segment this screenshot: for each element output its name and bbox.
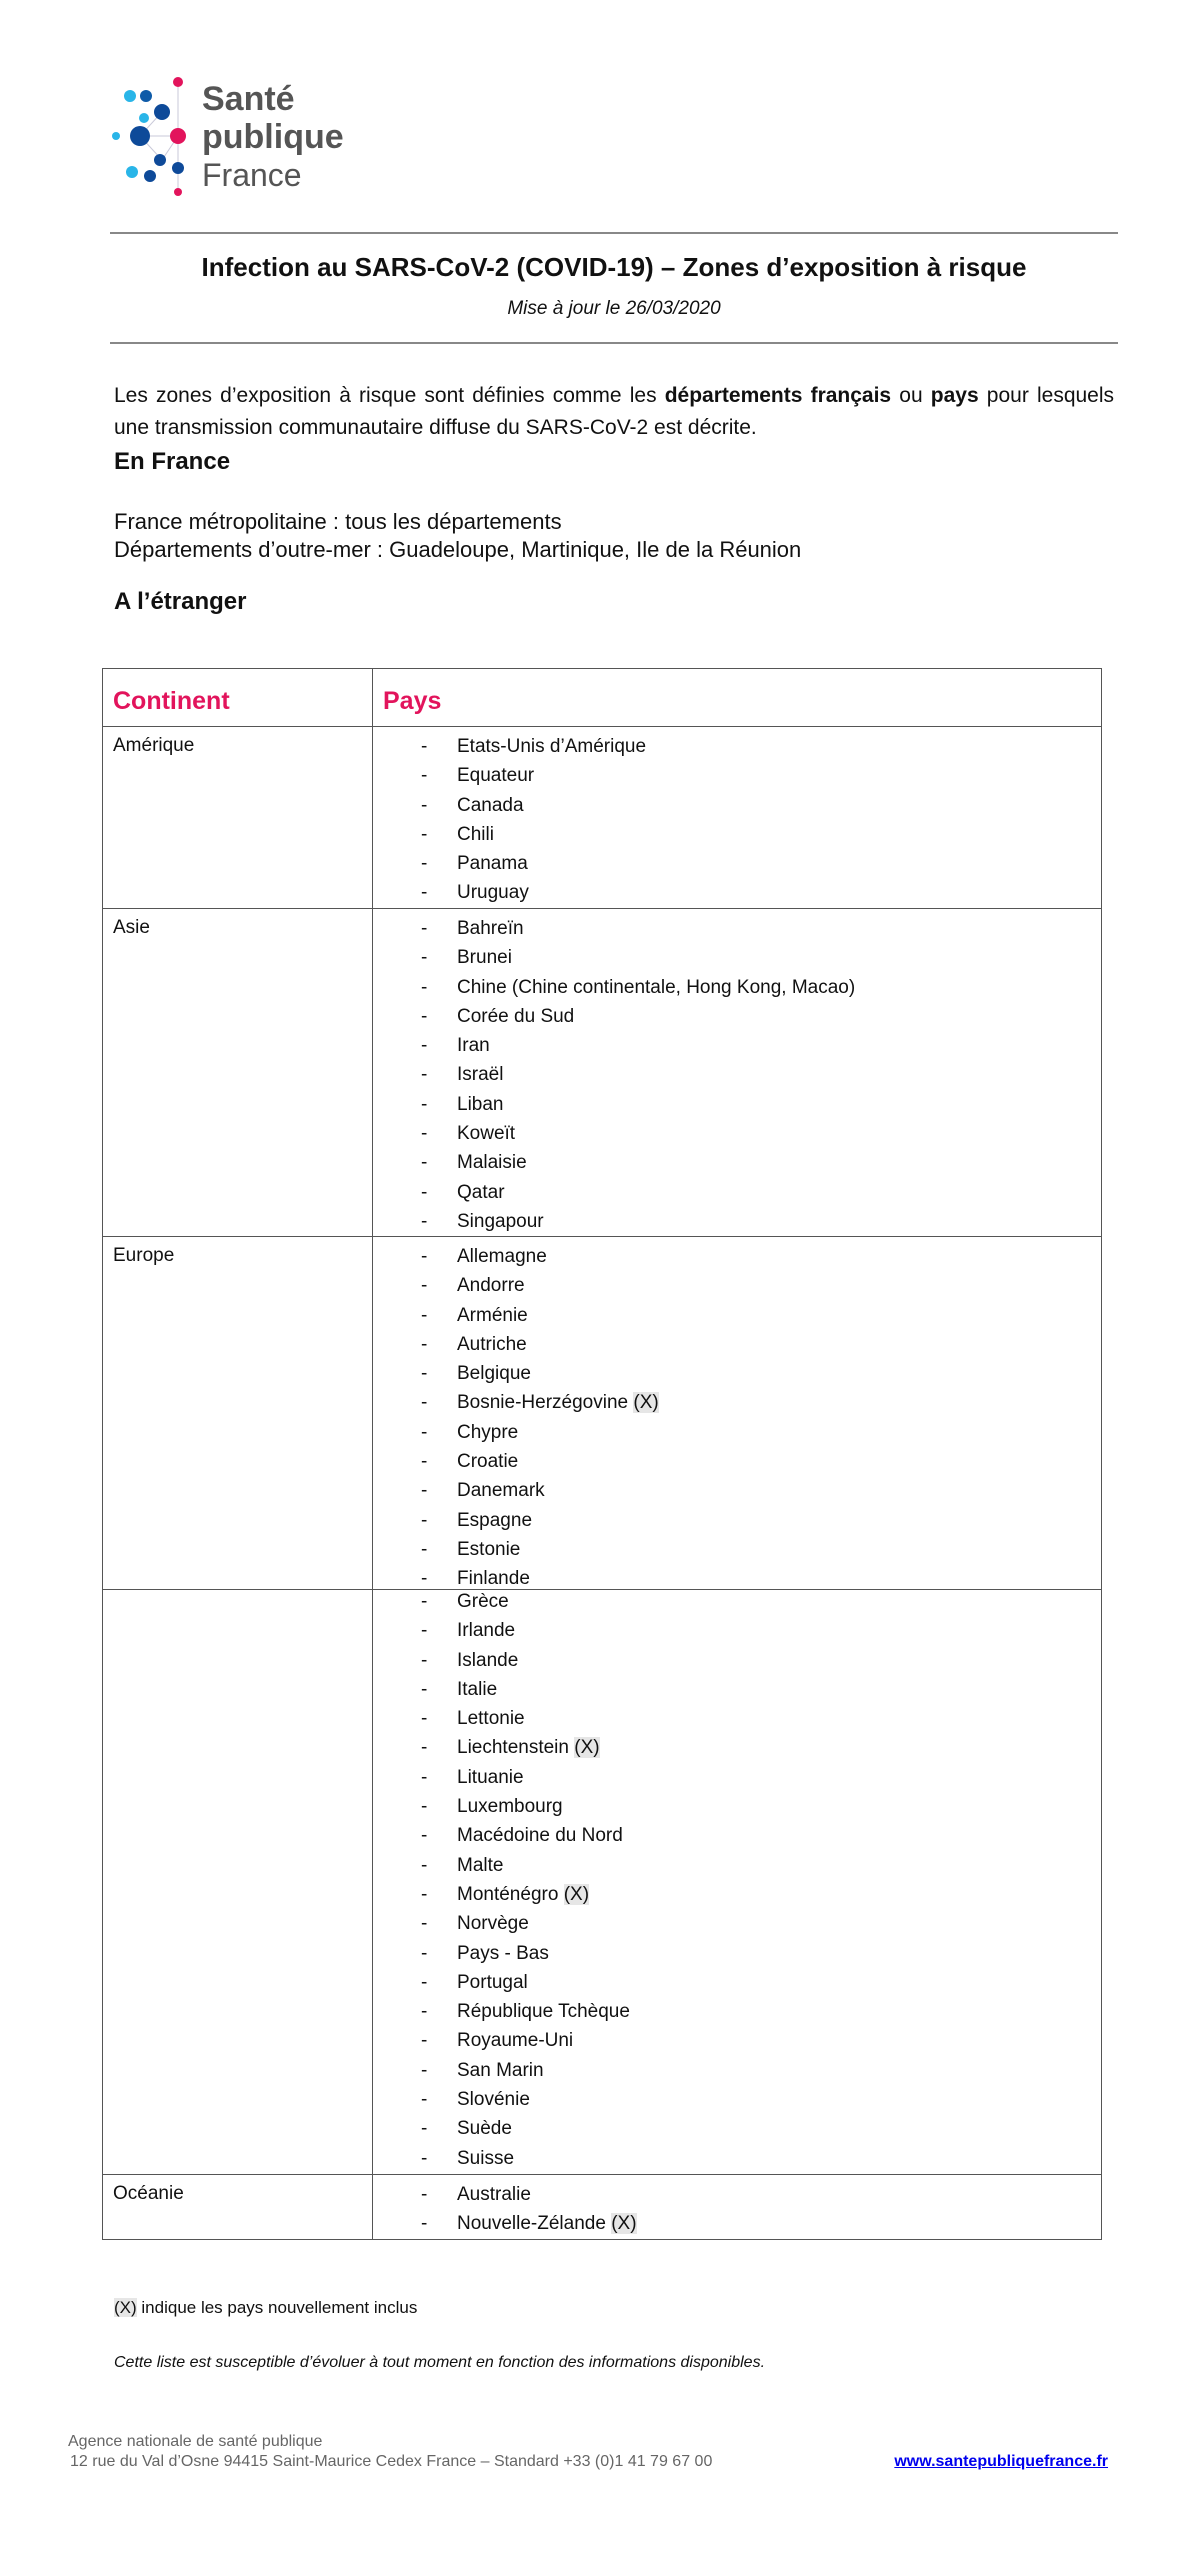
list-item <box>373 2144 1101 2173</box>
bullet-dash: - <box>421 2118 428 2140</box>
bullet-dash: - <box>421 1333 428 1355</box>
country-label: Croatie <box>457 1451 519 1473</box>
list-item <box>373 1792 1101 1821</box>
bullet-dash: - <box>421 1451 428 1473</box>
list-item <box>373 1851 1101 1880</box>
list-item <box>373 791 1101 820</box>
country-label: Chili <box>457 823 494 845</box>
list-item <box>373 1090 1101 1119</box>
logo-wordmark <box>202 80 344 194</box>
country-name <box>457 1271 525 1300</box>
list-item <box>373 1763 1101 1792</box>
country-label: Malaisie <box>457 1152 527 1174</box>
list-item <box>373 1909 1101 1938</box>
country-label: Grèce <box>457 1591 509 1612</box>
list-item <box>373 1476 1101 1505</box>
footer-website-link[interactable]: www.santepubliquefrance.fr <box>894 2453 1108 2470</box>
country-label: Israël <box>457 1064 504 1086</box>
bullet-dash: - <box>421 1093 428 1115</box>
new-country-marker: (X) <box>563 1883 590 1905</box>
bullet-dash: - <box>421 1246 428 1267</box>
list-item <box>373 1207 1101 1236</box>
country-label: Estonie <box>457 1538 521 1560</box>
country-label: Arménie <box>457 1304 528 1326</box>
country-name <box>457 2026 573 2055</box>
country-label: Nouvelle-Zélande <box>457 2213 606 2235</box>
country-label: Liechtenstein <box>457 1737 569 1759</box>
country-label: Belgique <box>457 1363 531 1385</box>
continent-cell: Asie <box>113 917 150 938</box>
continent-cell: Océanie <box>113 2183 184 2204</box>
table-header-row <box>102 668 1102 727</box>
bullet-dash: - <box>421 2213 428 2235</box>
list-item <box>373 1060 1101 1089</box>
country-name <box>457 1119 515 1148</box>
country-name <box>457 1506 532 1535</box>
bullet-dash: - <box>421 765 428 787</box>
page-title: Infection au SARS-CoV-2 (COVID-19) – Zones d’exposition à risque <box>201 252 1027 282</box>
bullet-dash: - <box>421 1392 428 1414</box>
bullet-dash: - <box>421 2059 428 2081</box>
list-item <box>373 1997 1101 2026</box>
country-name <box>457 1301 528 1330</box>
bullet-dash: - <box>421 1649 428 1671</box>
france-metropolitaine: France métropolitaine : tous les départements <box>114 509 562 534</box>
country-name <box>457 914 524 943</box>
list-item <box>373 943 1101 972</box>
bullet-dash: - <box>421 794 428 816</box>
country-label: Autriche <box>457 1333 527 1355</box>
country-name <box>457 1675 497 1704</box>
logo-line-2: publique <box>202 118 344 156</box>
country-name <box>457 1587 509 1616</box>
country-name <box>457 1997 630 2026</box>
list-item <box>373 1148 1101 1177</box>
table-row <box>102 1236 1102 1590</box>
country-label: Qatar <box>457 1181 505 1203</box>
bullet-dash: - <box>421 1568 428 1590</box>
country-label: Uruguay <box>457 882 529 904</box>
country-label: Macédoine du Nord <box>457 1825 623 1847</box>
bullet-dash: - <box>421 1913 428 1935</box>
country-label: Malte <box>457 1854 504 1876</box>
country-name <box>457 1476 545 1505</box>
list-item <box>373 2026 1101 2055</box>
country-label: San Marin <box>457 2059 544 2081</box>
logo-line-3: France <box>202 157 302 193</box>
bullet-dash: - <box>421 1152 428 1174</box>
bullet-dash: - <box>421 1538 428 1560</box>
list-item <box>373 2114 1101 2143</box>
country-name <box>457 1646 518 1675</box>
country-label: Singapour <box>457 1210 544 1232</box>
country-name <box>457 1792 563 1821</box>
list-item <box>373 1704 1101 1733</box>
list-item <box>373 849 1101 878</box>
bullet-dash: - <box>421 1854 428 1876</box>
country-name <box>457 2180 531 2209</box>
intro-paragraph <box>114 380 1114 444</box>
intro-part-1: Les zones d’exposition à risque sont définies comme les <box>114 384 665 407</box>
list-item <box>373 1330 1101 1359</box>
list-item <box>373 1178 1101 1207</box>
bullet-dash: - <box>421 2030 428 2052</box>
logo-dots-icon <box>110 68 200 208</box>
list-item <box>373 1447 1101 1476</box>
table-row <box>102 908 1102 1237</box>
country-name <box>457 1359 531 1388</box>
country-name <box>457 1616 515 1645</box>
country-name <box>457 1968 528 1997</box>
disclaimer-note: Cette liste est susceptible d’évoluer à tout moment en fonction des informations disponibles. <box>114 2354 766 2371</box>
country-label: Luxembourg <box>457 1796 563 1818</box>
bullet-dash: - <box>421 1737 428 1759</box>
country-label: Iran <box>457 1035 490 1057</box>
title-divider <box>110 342 1118 344</box>
country-name <box>457 1090 504 1119</box>
list-item <box>373 1119 1101 1148</box>
top-divider <box>110 232 1118 234</box>
list-item <box>373 1616 1101 1645</box>
list-item <box>373 2085 1101 2114</box>
country-label: Norvège <box>457 1913 529 1935</box>
country-label: Islande <box>457 1649 519 1671</box>
country-name <box>457 1733 600 1762</box>
bullet-dash: - <box>421 2089 428 2111</box>
bullet-dash: - <box>421 1766 428 1788</box>
country-name <box>457 1418 518 1447</box>
country-label: Australie <box>457 2184 531 2205</box>
country-name <box>457 1447 518 1476</box>
list-item <box>373 1535 1101 1564</box>
country-label: Equateur <box>457 765 535 787</box>
country-name <box>457 1388 659 1417</box>
bullet-dash: - <box>421 1678 428 1700</box>
bullet-dash: - <box>421 1620 428 1642</box>
country-label: Portugal <box>457 1971 528 1993</box>
list-item <box>373 732 1101 761</box>
list-item <box>373 1587 1101 1616</box>
country-label: Panama <box>457 853 528 875</box>
country-name <box>457 1851 503 1880</box>
continent-cell: Amérique <box>113 735 195 756</box>
list-item <box>373 2056 1101 2085</box>
bullet-dash: - <box>421 1971 428 1993</box>
country-label: Royaume-Uni <box>457 2030 574 2052</box>
country-name <box>457 2056 544 2085</box>
list-item <box>373 1418 1101 1447</box>
country-list <box>373 2180 1101 2239</box>
bullet-dash: - <box>421 853 428 875</box>
column-header-pays: Pays <box>383 687 442 715</box>
bullet-dash: - <box>421 882 428 904</box>
table-row <box>102 1589 1102 2175</box>
country-label: Corée du Sud <box>457 1005 575 1027</box>
intro-bold-2: pays <box>930 384 979 407</box>
country-label: Irlande <box>457 1620 516 1642</box>
country-label: Italie <box>457 1678 498 1700</box>
bullet-dash: - <box>421 1123 428 1145</box>
country-label: Chypre <box>457 1421 519 1443</box>
country-name <box>457 878 529 907</box>
bullet-dash: - <box>421 1591 428 1612</box>
table-row <box>102 2174 1102 2240</box>
intro-part-2: ou <box>891 384 931 407</box>
bullet-dash: - <box>421 1005 428 1027</box>
country-name <box>457 2209 637 2238</box>
country-label: Canada <box>457 794 524 816</box>
list-item <box>373 1301 1101 1330</box>
country-label: Monténégro <box>457 1883 559 1905</box>
bullet-dash: - <box>421 1064 428 1086</box>
intro-part-3: pour lesquels une transmission communautaire diffuse du SARS-CoV-2 est décrite. <box>114 384 1115 439</box>
bullet-dash: - <box>421 2001 428 2023</box>
bullet-dash: - <box>421 823 428 845</box>
heading-a-l-etranger: A l’étranger <box>114 588 247 615</box>
country-label: Finlande <box>457 1568 530 1590</box>
bullet-dash: - <box>421 1275 428 1297</box>
sante-publique-france-logo <box>110 68 360 208</box>
country-name <box>457 2144 514 2173</box>
country-label: Lituanie <box>457 1766 524 1788</box>
new-country-marker: (X) <box>574 1737 600 1759</box>
column-header-continent: Continent <box>113 687 230 715</box>
country-name <box>457 2114 512 2143</box>
list-item <box>373 878 1101 907</box>
bullet-dash: - <box>421 1363 428 1385</box>
country-list <box>373 732 1101 908</box>
bullet-dash: - <box>421 1509 428 1531</box>
continent-cell: Europe <box>113 1245 175 1266</box>
country-label: Espagne <box>457 1509 533 1531</box>
country-name <box>457 2085 530 2114</box>
bullet-dash: - <box>421 736 428 757</box>
list-item <box>373 1968 1101 1997</box>
new-country-marker: (X) <box>633 1392 659 1414</box>
bullet-dash: - <box>421 1708 428 1730</box>
list-item <box>373 1002 1101 1031</box>
country-label: Danemark <box>457 1480 545 1502</box>
country-name <box>457 820 494 849</box>
country-name <box>457 1909 529 1938</box>
country-label: République Tchèque <box>457 2001 630 2023</box>
bullet-dash: - <box>421 1181 428 1203</box>
country-label: Bosnie-Herzégovine <box>457 1392 629 1414</box>
country-label: Koweït <box>457 1123 516 1145</box>
list-item <box>373 1939 1101 1968</box>
country-name <box>457 943 512 972</box>
country-list <box>373 1242 1101 1594</box>
list-item <box>373 914 1101 943</box>
bullet-dash: - <box>421 1304 428 1326</box>
bullet-dash: - <box>421 2147 428 2169</box>
heading-en-france: En France <box>114 448 231 475</box>
country-name <box>457 973 855 1002</box>
bullet-dash: - <box>421 1210 428 1232</box>
country-name <box>457 1880 589 1909</box>
new-country-marker: (X) <box>611 2213 637 2235</box>
country-label: Slovénie <box>457 2089 530 2111</box>
country-list <box>373 1587 1101 2173</box>
list-item <box>373 1271 1101 1300</box>
country-name <box>457 761 534 790</box>
country-name <box>457 1002 574 1031</box>
bullet-dash: - <box>421 1942 428 1964</box>
list-item <box>373 1821 1101 1850</box>
list-item <box>373 1359 1101 1388</box>
country-name <box>457 1031 490 1060</box>
list-item <box>373 1031 1101 1060</box>
list-item <box>373 2180 1101 2209</box>
country-name <box>457 1242 547 1271</box>
bullet-dash: - <box>421 2184 428 2205</box>
list-item <box>373 820 1101 849</box>
list-item <box>373 2209 1101 2238</box>
list-item <box>373 1506 1101 1535</box>
country-label: Liban <box>457 1093 504 1115</box>
country-name <box>457 732 646 761</box>
country-list <box>373 914 1101 1236</box>
country-label: Andorre <box>457 1275 525 1297</box>
country-label: Lettonie <box>457 1708 525 1730</box>
list-item <box>373 1646 1101 1675</box>
country-label: Brunei <box>457 947 512 969</box>
bullet-dash: - <box>421 1825 428 1847</box>
table-row <box>102 726 1102 909</box>
country-name <box>457 1704 525 1733</box>
country-label: Suisse <box>457 2147 515 2169</box>
list-item <box>373 1880 1101 1909</box>
bullet-dash: - <box>421 1883 428 1905</box>
list-item <box>373 1675 1101 1704</box>
list-item <box>373 1242 1101 1271</box>
logo-line-1: Santé <box>202 80 295 118</box>
country-name <box>457 1207 544 1236</box>
country-name <box>457 1178 505 1207</box>
country-name <box>457 1060 503 1089</box>
country-label: Etats-Unis d’Amérique <box>457 736 647 757</box>
footer-address: 12 rue du Val d’Osne 94415 Saint-Maurice Cedex France – Standard +33 (0)1 41 79 67 00 <box>70 2453 713 2470</box>
country-label: Pays - Bas <box>457 1942 549 1964</box>
bullet-dash: - <box>421 1480 428 1502</box>
country-name <box>457 1821 623 1850</box>
country-name <box>457 1148 527 1177</box>
country-name <box>457 849 528 878</box>
legend <box>114 2298 417 2318</box>
country-name <box>457 1763 524 1792</box>
update-date: Mise à jour le 26/03/2020 <box>507 298 721 319</box>
legend-text: indique les pays nouvellement inclus <box>136 2298 418 2317</box>
country-name <box>457 1535 520 1564</box>
list-item <box>373 1388 1101 1417</box>
bullet-dash: - <box>421 947 428 969</box>
list-item <box>373 1733 1101 1762</box>
country-label: Suède <box>457 2118 512 2140</box>
bullet-dash: - <box>421 976 428 998</box>
country-label: Allemagne <box>457 1246 547 1267</box>
list-item <box>373 973 1101 1002</box>
country-label: Bahreïn <box>457 918 524 939</box>
bullet-dash: - <box>421 1796 428 1818</box>
intro-bold-1: départements français <box>664 384 892 407</box>
country-name <box>457 791 524 820</box>
footer-agency: Agence nationale de santé publique <box>68 2433 323 2450</box>
bullet-dash: - <box>421 918 428 939</box>
country-name <box>457 1330 527 1359</box>
france-outre-mer: Départements d’outre-mer : Guadeloupe, Martinique, Ile de la Réunion <box>114 537 802 562</box>
bullet-dash: - <box>421 1035 428 1057</box>
list-item <box>373 761 1101 790</box>
country-label: Chine (Chine continentale, Hong Kong, Macao) <box>457 976 856 998</box>
bullet-dash: - <box>421 1421 428 1443</box>
france-zones <box>114 508 801 564</box>
new-marker: (X) <box>114 2298 137 2317</box>
country-name <box>457 1939 549 1968</box>
